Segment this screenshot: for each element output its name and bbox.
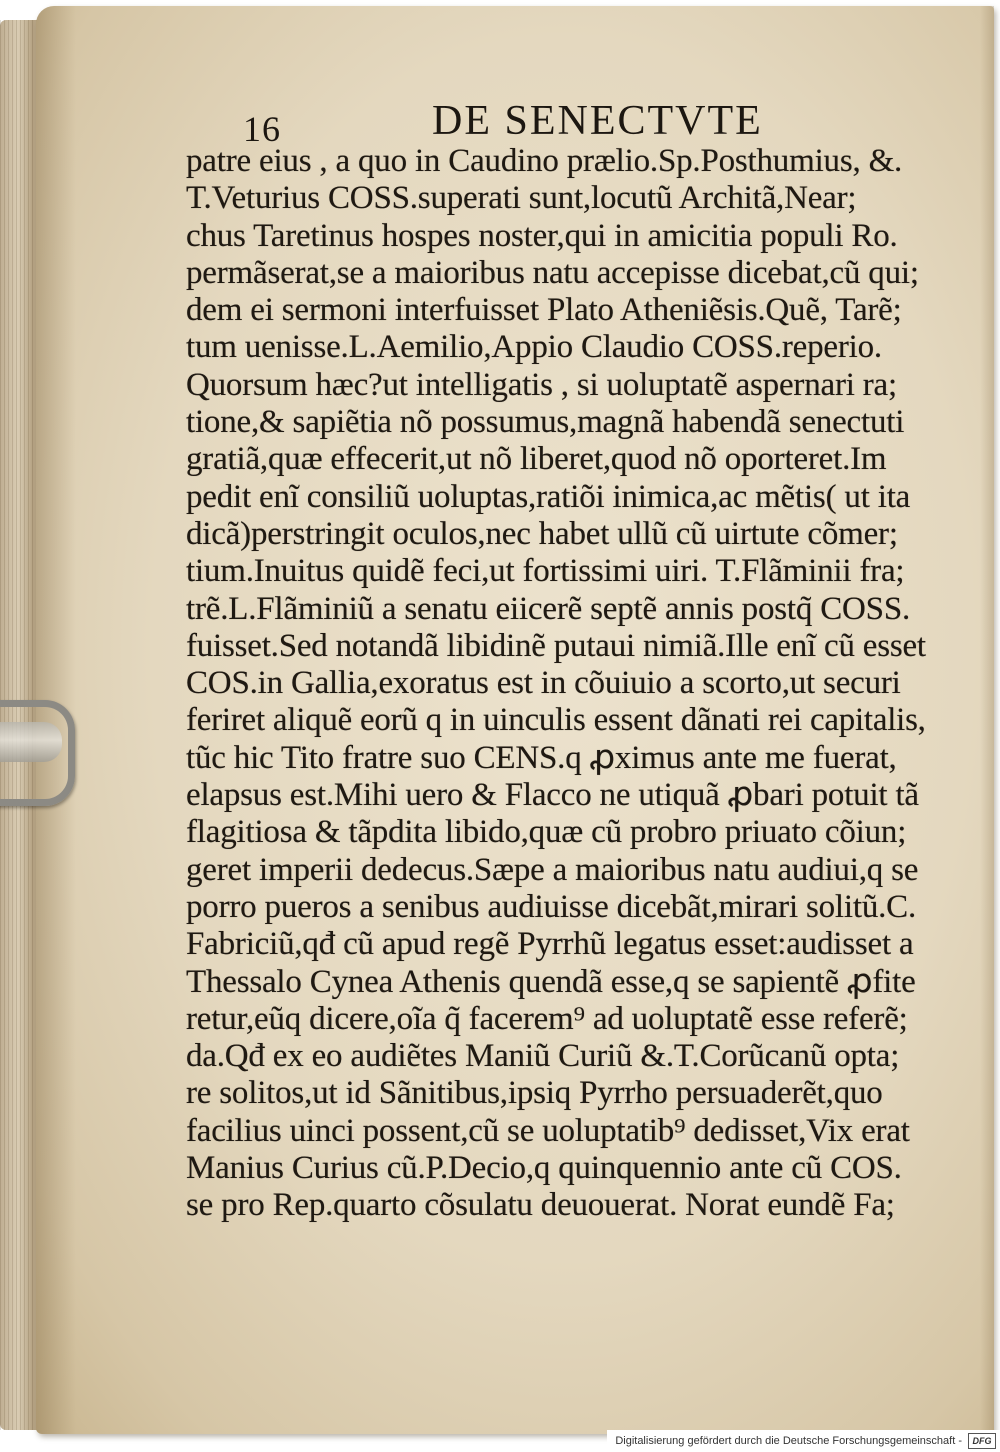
text-line: patre eius , a quo in Caudino prælio.Sp.Posthumius, &. xyxy=(186,143,903,179)
text-line: T.Veturius COSS.superati sunt,locutũ Architã,Near; xyxy=(186,180,857,217)
text-line: porro pueros a senibus audiuisse dicebãt,mirari solitũ.C. xyxy=(186,888,917,925)
text-line: pedit enĩ consiliũ uoluptas,ratiõi inimica,ac mẽtis( ut ita xyxy=(186,478,911,515)
text-line: tione,& sapiẽtia nõ possumus,magnã habendã senectuti xyxy=(186,404,905,441)
text-line: tum uenisse.L.Aemilio,Appio Claudio COSS.reperio. xyxy=(186,329,882,366)
text-line: retur,eũq dicere,oĩa q̃ facerem⁹ ad uoluptatẽ esse referẽ; xyxy=(186,1000,908,1037)
text-line: Thessalo Cynea Athenis quendã esse,q se sapientẽ ꝓfite xyxy=(186,963,916,1000)
text-line: se pro Rep.quarto cõsulatu deuouerat. Norat eundẽ Fa; xyxy=(186,1187,895,1224)
text-line: tũc hic Tito fratre suo CENS.q ꝓximus ante me fuerat, xyxy=(186,739,897,776)
running-title: DE SENECTVTE xyxy=(432,98,763,144)
text-line: da.Qđ ex eo audiẽtes Maniũ Curiũ &.T.Corũcanũ opta; xyxy=(186,1038,900,1075)
text-line: gratiã,quæ effecerit,ut nõ liberet,quod nõ oporteret.Im xyxy=(186,441,887,478)
page-number: 16 xyxy=(243,109,281,149)
text-line: feriret aliquẽ eorũ q in uinculis essent dãnati rei capitalis, xyxy=(186,702,926,739)
text-line: trẽ.L.Flãminiũ a senatu eiicerẽ septẽ annis postq̃ COSS. xyxy=(186,590,911,627)
text-line: COS.in Gallia,exoratus est in cõuiuio a scorto,ut securi xyxy=(186,665,901,702)
text-line: Fabriciũ,qđ cũ apud regẽ Pyrrhũ legatus esset:audisset a xyxy=(186,926,914,963)
text-line: re solitos,ut id Sãnitibus,ipsiq Pyrrho persuaderẽt,quo xyxy=(186,1075,883,1112)
text-line: geret imperii dedecus.Sæpe a maioribus natu audiui,q se xyxy=(186,851,919,888)
text-line: dicã)perstringit oculos,nec habet ullũ cũ uirtute cõmer; xyxy=(186,515,898,552)
text-line: chus Taretinus hospes noster,qui in amicitia populi Ro. xyxy=(186,217,898,254)
text-line: Manius Curius cũ.P.Decio,q quinquennio ante cũ COS. xyxy=(186,1150,902,1187)
text-line: flagitiosa & tãpdita libido,quæ cũ probro priuato cõiun; xyxy=(186,814,907,851)
text-line: dem ei sermoni interfuisset Plato Atheniẽsis.Quẽ, Tarẽ; xyxy=(186,292,902,329)
text-line: fuisset.Sed notandã libidinẽ putaui nimiã.Ille enĩ cũ esset xyxy=(186,627,926,664)
page-clip-icon xyxy=(0,700,75,806)
text-line: tium.Inuitus quidẽ feci,ut fortissimi uiri. T.Flãminii fra; xyxy=(186,553,905,590)
footer-banner xyxy=(607,1430,1000,1452)
dfg-logo-icon: DFG xyxy=(968,1433,996,1449)
text-line: facilius uinci possent,cũ se uoluptatib⁹ dedisset,Vix erat xyxy=(186,1112,910,1149)
text-line: elapsus est.Mihi uero & Flacco ne utiquã ꝓbari potuit tã xyxy=(186,777,919,814)
text-line: Quorsum hæc?ut intelligatis , si uoluptatẽ aspernari ra; xyxy=(186,366,897,403)
page-edge-shadow xyxy=(980,6,994,1434)
body-text xyxy=(186,143,926,1225)
text-line: permãserat,se a maioribus natu accepisse dicebat,cũ qui; xyxy=(186,254,919,291)
footer-credit: Digitalisierung gefördert durch die Deutsche Forschungsgemeinschaft - xyxy=(615,1435,962,1447)
